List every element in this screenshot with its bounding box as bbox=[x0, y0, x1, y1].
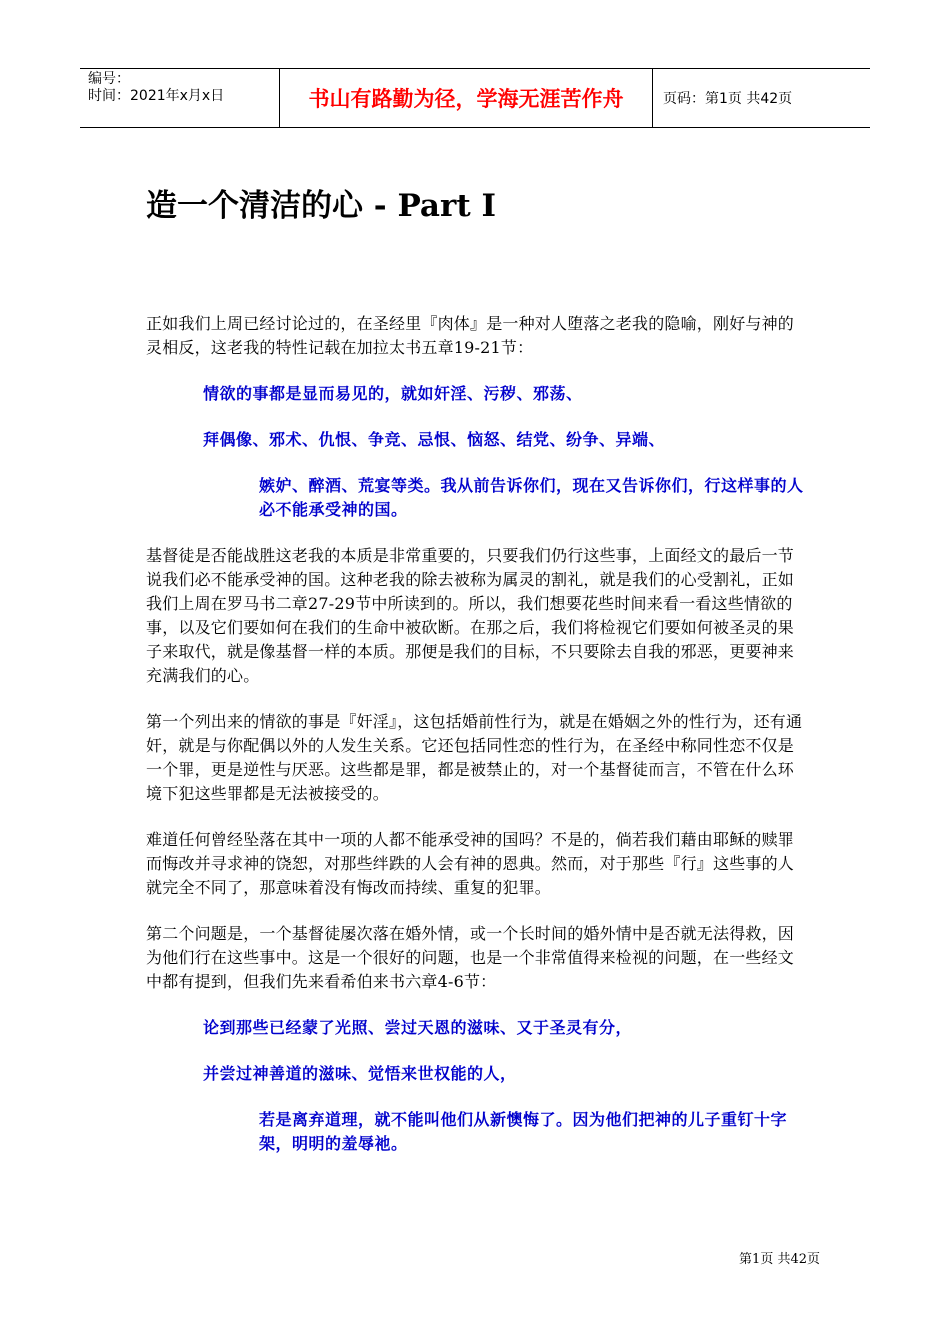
quote-2-line-3: 若是离弃道理，就不能叫他们从新懊悔了。因为他们把神的儿子重钉十字架，明明的羞辱祂。 bbox=[259, 1110, 788, 1153]
document-header bbox=[80, 68, 870, 128]
paragraph-1: 正如我们上周已经讨论过的，在圣经里『肉体』是一种对人堕落之老我的隐喻，刚好与神的灵相反，这老我的特性记载在加拉太书五章19-21节： bbox=[146, 314, 795, 357]
document-body bbox=[146, 312, 808, 1178]
header-time-label: 时间：2021年x月x日 bbox=[88, 88, 225, 104]
quote-2-line-1: 论到那些已经蒙了光照、尝过天恩的滋味、又于圣灵有分， bbox=[203, 1018, 633, 1037]
paragraph-3: 第一个列出来的情欲的事是『奸淫』，这包括婚前性行为，就是在婚姻之外的性行为，还有通奸，就是与你配偶以外的人发生关系。它还包括同性恋的性行为，在圣经中称同性恋不仅是一个罪，更是逆性与厌恶。这些都是罪，都是被禁止的，对一个基督徒而言，不管在什么环境下犯这些罪都是无法被接受的。 bbox=[146, 712, 803, 803]
quote-2-line-2: 并尝过神善道的滋味、觉悟来世权能的人， bbox=[203, 1064, 517, 1083]
header-motto: 书山有路勤为径，学海无涯苦作舟 bbox=[280, 69, 653, 127]
header-code-label: 编号： bbox=[88, 71, 130, 87]
paragraph-4: 难道任何曾经坠落在其中一项的人都不能承受神的国吗？不是的，倘若我们藉由耶稣的赎罪而悔改并寻求神的饶恕，对那些绊跌的人会有神的恩典。然而，对于那些『行』这些事的人就完全不同了，那意味着没有悔改而持续、重复的犯罪。 bbox=[146, 830, 795, 897]
header-info-cell bbox=[80, 69, 280, 127]
quote-1-line-1: 情欲的事都是显而易见的，就如奸淫、污秽、邪荡、 bbox=[203, 384, 583, 403]
paragraph-2: 基督徒是否能战胜这老我的本质是非常重要的，只要我们仍行这些事，上面经文的最后一节说我们必不能承受神的国。这种老我的除去被称为属灵的割礼，就是我们的心受割礼，正如我们上周在罗马书二章27-29节中所读到的。所以，我们想要花些时间来看一看这些情欲的事，以及它们要如何在我们的生命中被砍断。在那之后，我们将检视它们要如何被圣灵的果子来取代，就是像基督一样的本质。那便是我们的目标，不只要除去自我的邪恶，更要神来充满我们的心。 bbox=[146, 546, 795, 685]
paragraph-5: 第二个问题是，一个基督徒屡次落在婚外情，或一个长时间的婚外情中是否就无法得救，因为他们行在这些事中。这是一个很好的问题，也是一个非常值得来检视的问题，在一些经文中都有提到，但我们先来看希伯来书六章4-6节： bbox=[146, 924, 795, 991]
page-footer: 第1页 共42页 bbox=[739, 1252, 820, 1267]
header-page-label: 页码：第1页 共42页 bbox=[663, 91, 793, 107]
page-title: 造一个清洁的心 - Part I bbox=[146, 188, 496, 224]
quote-1-line-2: 拜偶像、邪术、仇恨、争竞、忌恨、恼怒、结党、纷争、异端、 bbox=[203, 430, 666, 449]
quote-1-line-3: 嫉妒、醉酒、荒宴等类。我从前告诉你们，现在又告诉你们，行这样事的人必不能承受神的国。 bbox=[259, 476, 804, 519]
